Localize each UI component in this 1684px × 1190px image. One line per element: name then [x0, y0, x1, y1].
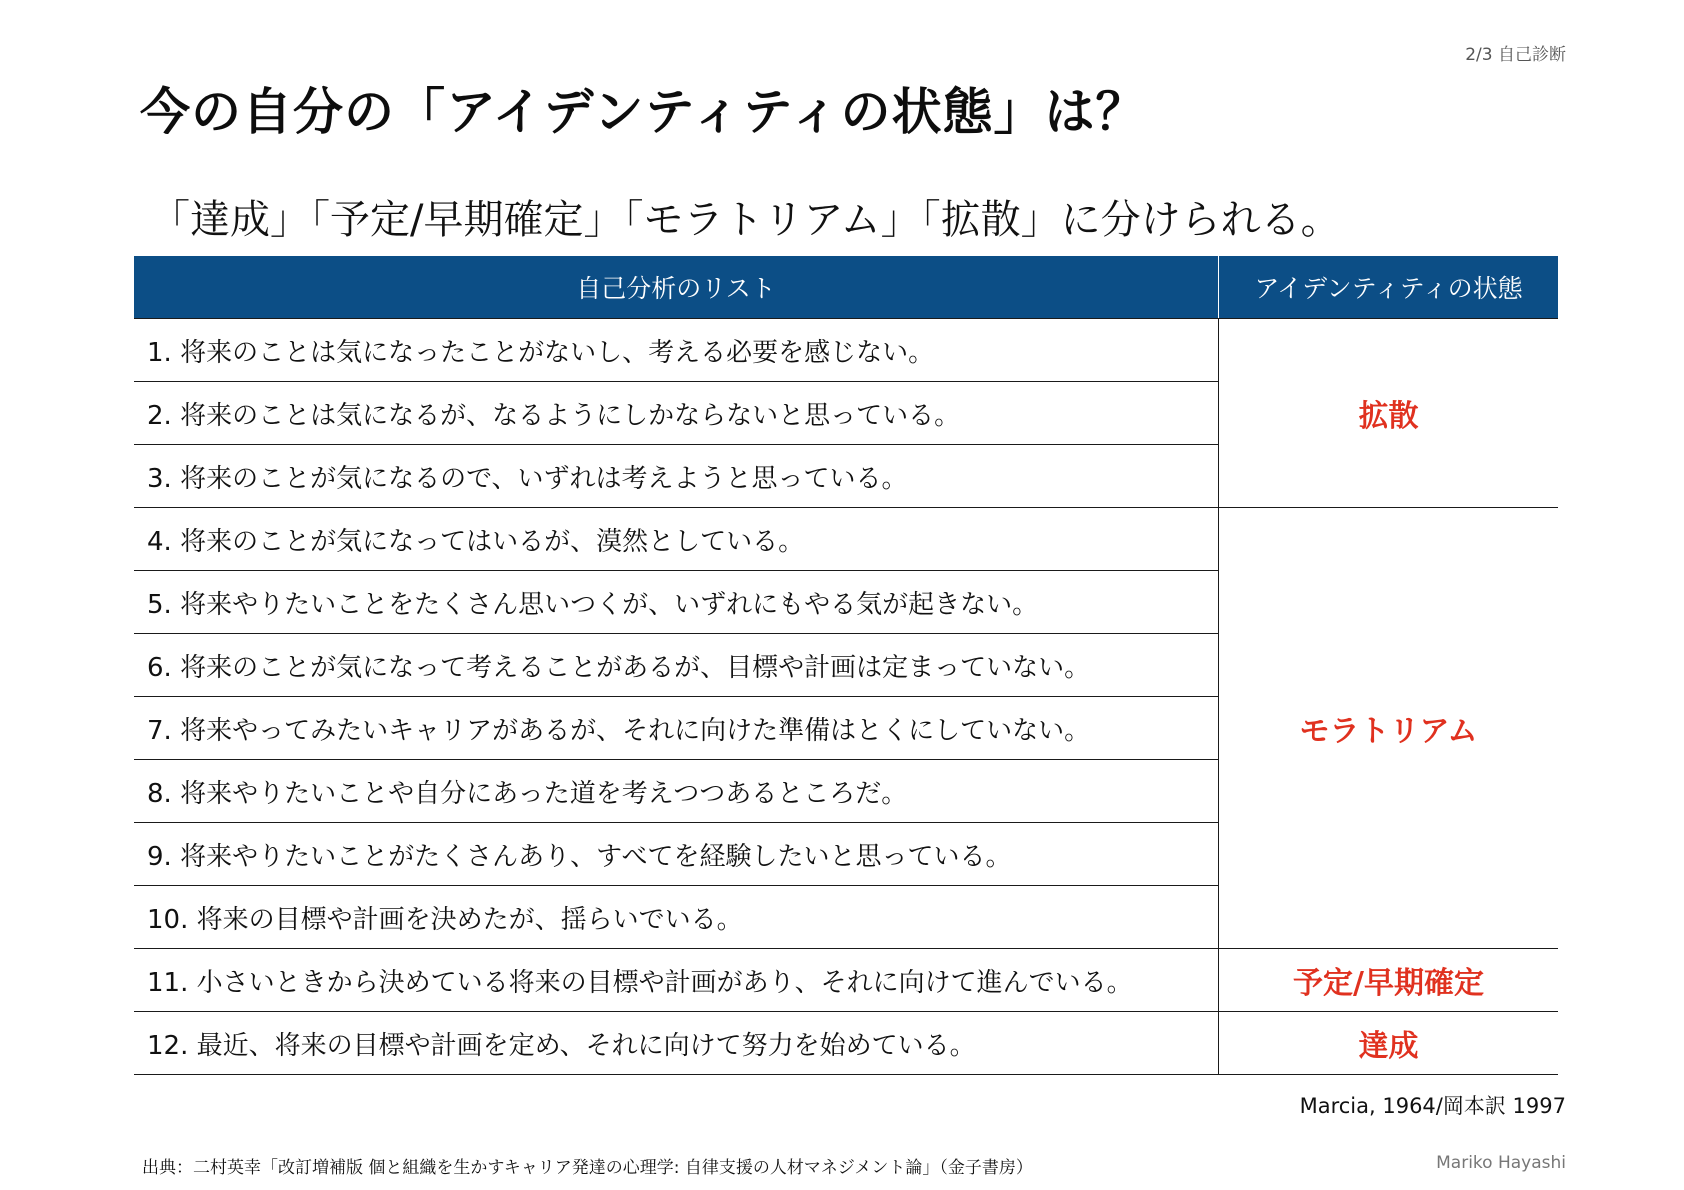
table-row — [134, 319, 1558, 382]
state-achievement: 達成 — [1219, 1012, 1559, 1075]
list-item: 6. 将来のことが気になって考えることがあるが、目標や計画は定まっていない。 — [134, 634, 1219, 697]
citation: Marcia, 1964/岡本訳 1997 — [1299, 1094, 1566, 1118]
table-row — [134, 949, 1558, 1012]
list-item: 12. 最近、将来の目標や計画を定め、それに向けて努力を始めている。 — [134, 1012, 1219, 1075]
list-item: 10. 将来の目標や計画を決めたが、揺らいでいる。 — [134, 886, 1219, 949]
table-header-row — [134, 256, 1558, 319]
table-row — [134, 1012, 1558, 1075]
source-note: 出典：二村英幸「改訂増補版 個と組織を生かすキャリア発達の心理学: 自律支援の人材マネジメント論」（金子書房） — [142, 1158, 1033, 1178]
page-number: 2/3 自己診断 — [1465, 45, 1566, 65]
state-moratorium: モラトリアム — [1219, 508, 1559, 949]
list-item: 3. 将来のことが気になるので、いずれは考えようと思っている。 — [134, 445, 1219, 508]
list-item: 4. 将来のことが気になってはいるが、漠然としている。 — [134, 508, 1219, 571]
list-item: 5. 将来やりたいことをたくさん思いつくが、いずれにもやる気が起きない。 — [134, 571, 1219, 634]
state-foreclosure: 予定/早期確定 — [1219, 949, 1559, 1012]
list-item: 2. 将来のことは気になるが、なるようにしかならないと思っている。 — [134, 382, 1219, 445]
list-item: 7. 将来やってみたいキャリアがあるが、それに向けた準備はとくにしていない。 — [134, 697, 1219, 760]
header-self-analysis-list: 自己分析のリスト — [134, 256, 1219, 319]
header-identity-state: アイデンティティの状態 — [1219, 256, 1559, 319]
page-title: 今の自分の「アイデンティティの状態」は？ — [140, 83, 1147, 141]
page-subtitle: 「達成」「予定/早期確定」「モラトリアム」「拡散」に分けられる。 — [150, 197, 1341, 243]
list-item: 1. 将来のことは気になったことがないし、考える必要を感じない。 — [134, 319, 1219, 382]
state-diffusion: 拡散 — [1219, 319, 1559, 508]
table-row — [134, 508, 1558, 571]
list-item: 11. 小さいときから決めている将来の目標や計画があり、それに向けて進んでいる。 — [134, 949, 1219, 1012]
author-name: Mariko Hayashi — [1436, 1153, 1566, 1173]
identity-table — [134, 256, 1557, 1075]
list-item: 9. 将来やりたいことがたくさんあり、すべてを経験したいと思っている。 — [134, 823, 1219, 886]
list-item: 8. 将来やりたいことや自分にあった道を考えつつあるところだ。 — [134, 760, 1219, 823]
